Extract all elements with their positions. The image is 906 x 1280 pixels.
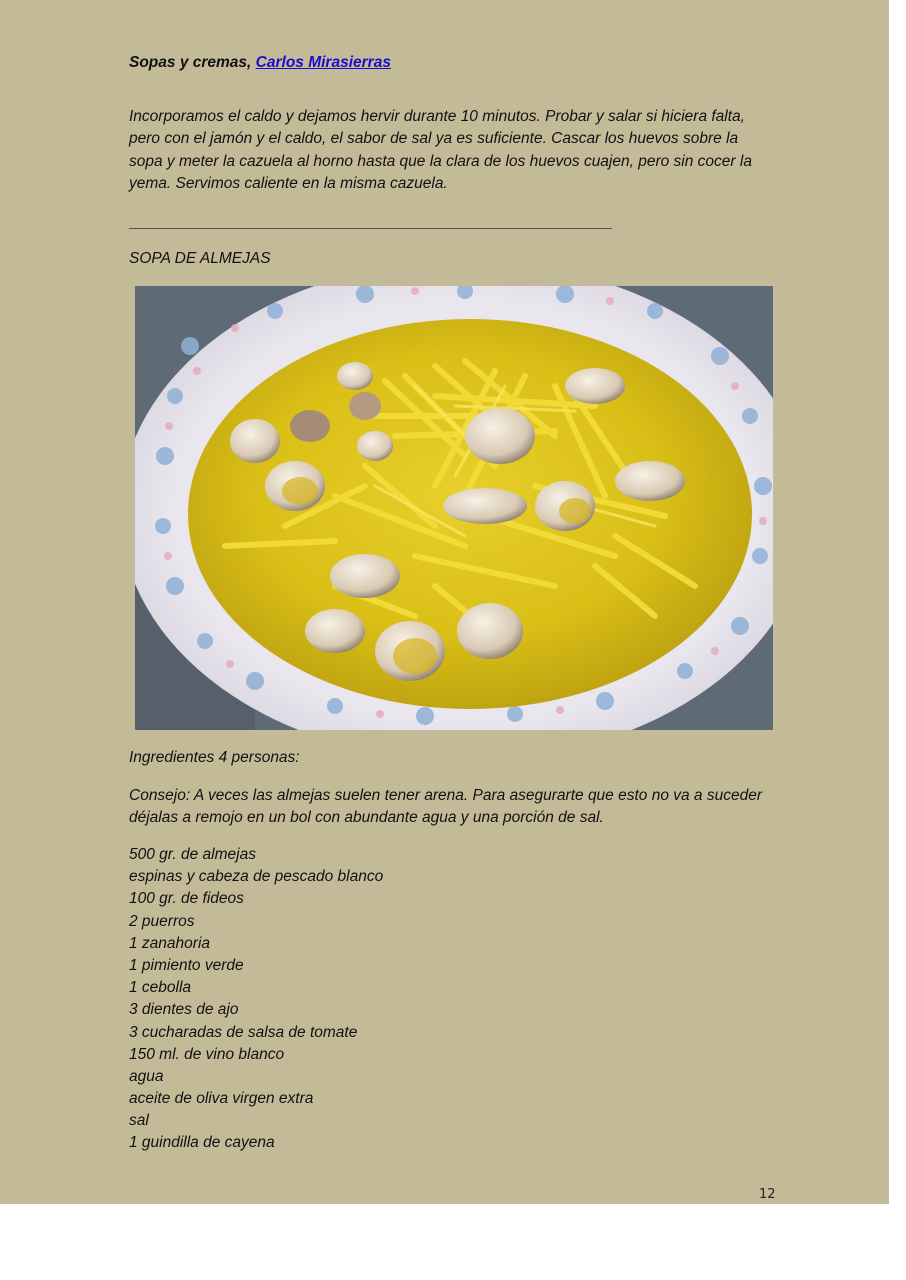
clam-soup-photo xyxy=(135,286,773,730)
tip-paragraph: Consejo: A veces las almejas suelen tener arena. Para asegurarte que esto no va a suceder déjalas a remojo en un bol con abundante agua y una porción de sal. xyxy=(129,787,763,827)
ingredient-item: agua xyxy=(129,1067,164,1085)
ingredient-item: 1 cebolla xyxy=(129,979,192,997)
ingredient-item: espinas y cabeza de pescado blanco xyxy=(129,868,384,886)
ingredient-item: 1 pimiento verde xyxy=(129,956,244,974)
ingredient-item: 500 gr. de almejas xyxy=(129,846,256,863)
ingredient-item: aceite de oliva virgen extra xyxy=(129,1090,314,1108)
ingredient-item: 3 dientes de ajo xyxy=(129,1001,239,1019)
ingredient-item: 1 zanahoria xyxy=(129,934,211,952)
ingredient-item: 1 guindilla de cayena xyxy=(129,1134,275,1152)
ingredient-item: 100 gr. de fideos xyxy=(129,890,244,908)
ingredients-list xyxy=(129,844,383,1155)
author-link[interactable]: Carlos Mirasierras xyxy=(255,54,391,71)
page-header xyxy=(129,52,391,74)
header-category: Sopas y cremas, xyxy=(129,54,252,71)
section-title: SOPA DE ALMEJAS xyxy=(129,250,271,267)
page-number: 12 xyxy=(759,1187,776,1202)
ingredient-item: 3 cucharadas de salsa de tomate xyxy=(129,1023,358,1041)
ingredients-title: Ingredientes 4 personas: xyxy=(129,749,300,766)
ingredient-item: sal xyxy=(129,1112,149,1130)
section-separator xyxy=(129,228,612,229)
ingredient-item: 2 puerros xyxy=(129,912,195,930)
intro-paragraph: Incorporamos el caldo y dejamos hervir durante 10 minutos. Probar y salar si hiciera falta, pero con el jamón y el caldo, el sabor de sal ya es suficiente. Cascar los huevos sobre la sopa y meter la cazuela al horno hasta que la clara de los huevos cuajen, pero sin cocer la yema. Servimos caliente en la misma cazuela. xyxy=(129,108,752,192)
ingredient-item: 150 ml. de vino blanco xyxy=(129,1045,285,1063)
